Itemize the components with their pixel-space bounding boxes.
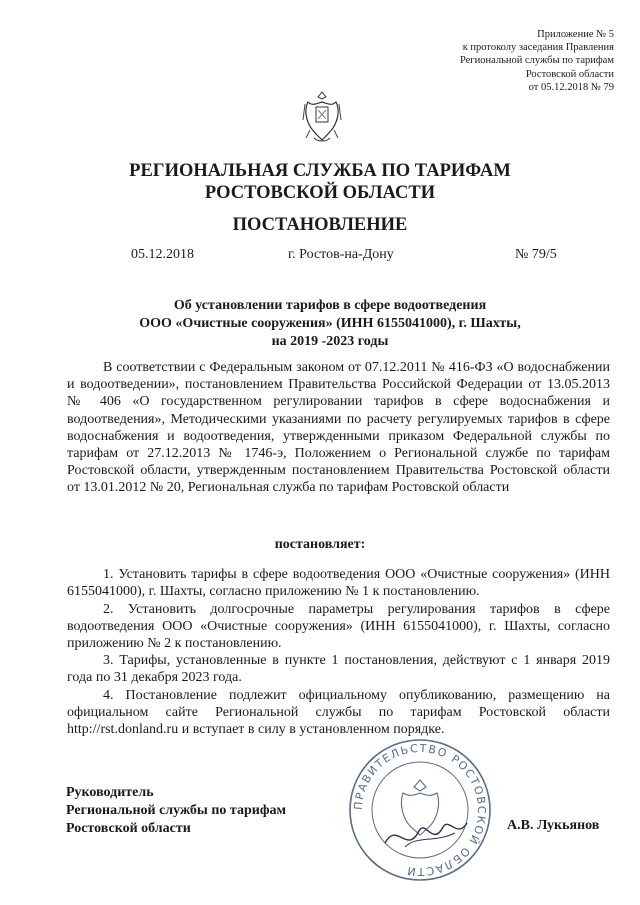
annex-line: Ростовской области <box>525 68 614 80</box>
clause-item: 4. Постановление подлежит официальному опубликованию, размещению на официальном сайте Региональной службы по тарифам Ростовской области http://rst.donland.ru и вступает в силу в установленном порядке. <box>67 687 610 737</box>
subject-line-2: ООО «Очистные сооружения» (ИНН 6155041000), г. Шахты, <box>139 316 521 331</box>
signatory-line-1: Руководитель <box>66 785 154 800</box>
annex-line: Региональной службы по тарифам <box>459 55 614 67</box>
document-subject <box>60 297 600 351</box>
signatory-name: А.В. Лукьянов <box>507 818 600 833</box>
signatory-line-2: Региональной службы по тарифам <box>66 803 287 818</box>
preamble-paragraph: В соответствии с Федеральным законом от 07.12.2011 № 416-ФЗ «О водоснабжении и водоотведении», постановлением Правительства Российской Федерации от 13.05.2013 № 406 «О государственном регулировании тарифов в сфере водоснабжения и водоотведения», Методическими указаниями по расчету регулируемых тарифов в сфере водоснабжения и водоотведения, утвержденными приказом Федеральной службы по тарифам от 27.12.2013 № 1746-э, Положением о Региональной службе по тарифам Ростовской области, утвержденным постановлением Правительства Ростовской области от 13.01.2012 № 20, Региональная служба по тарифам Ростовской области <box>67 360 610 496</box>
official-seal-icon <box>345 735 495 885</box>
seal-text: ПРАВИТЕЛЬСТВО РОСТОВСКОЙ ОБЛАСТИ <box>351 741 489 879</box>
signatory-line-3: Ростовской области <box>66 821 191 836</box>
org-line-1: РЕГИОНАЛЬНАЯ СЛУЖБА ПО ТАРИФАМ <box>129 161 511 181</box>
signatory-title <box>66 784 286 838</box>
coat-of-arms-icon <box>302 90 342 144</box>
subject-line-1: Об установлении тарифов в сфере водоотведения <box>173 298 487 313</box>
clause-item: 3. Тарифы, установленные в пункте 1 постановления, действуют с 1 января 2019 года по 31 декабря 2023 года. <box>67 653 610 685</box>
clauses-list <box>67 566 610 738</box>
organization-title <box>0 160 640 204</box>
annex-line: к протоколу заседания Правления <box>462 42 614 54</box>
document-number: № 79/5 <box>515 247 557 262</box>
document-type: ПОСТАНОВЛЕНИЕ <box>232 215 408 235</box>
clause-item: 1. Установить тарифы в сфере водоотведения ООО «Очистные сооружения» (ИНН 6155041000), г. Шахты, согласно приложению № 1 к постановлению. <box>67 567 610 599</box>
annex-line: от 05.12.2018 № 79 <box>528 81 614 93</box>
document-date: 05.12.2018 <box>131 247 194 262</box>
org-line-2: РОСТОВСКОЙ ОБЛАСТИ <box>204 183 436 203</box>
clause-item: 2. Установить долгосрочные параметры регулирования тарифов в сфере водоотведения ООО «Очистные сооружения» (ИНН 6155041000), г. Шахты, согласно приложению № 2 к постановлению. <box>67 601 610 651</box>
annex-line: Приложение № 5 <box>537 29 614 40</box>
document-city: г. Ростов-на-Дону <box>288 247 394 262</box>
subject-line-3: на 2019 -2023 годы <box>271 334 389 349</box>
decides-heading: постановляет: <box>274 537 366 552</box>
annex-note <box>460 28 614 94</box>
